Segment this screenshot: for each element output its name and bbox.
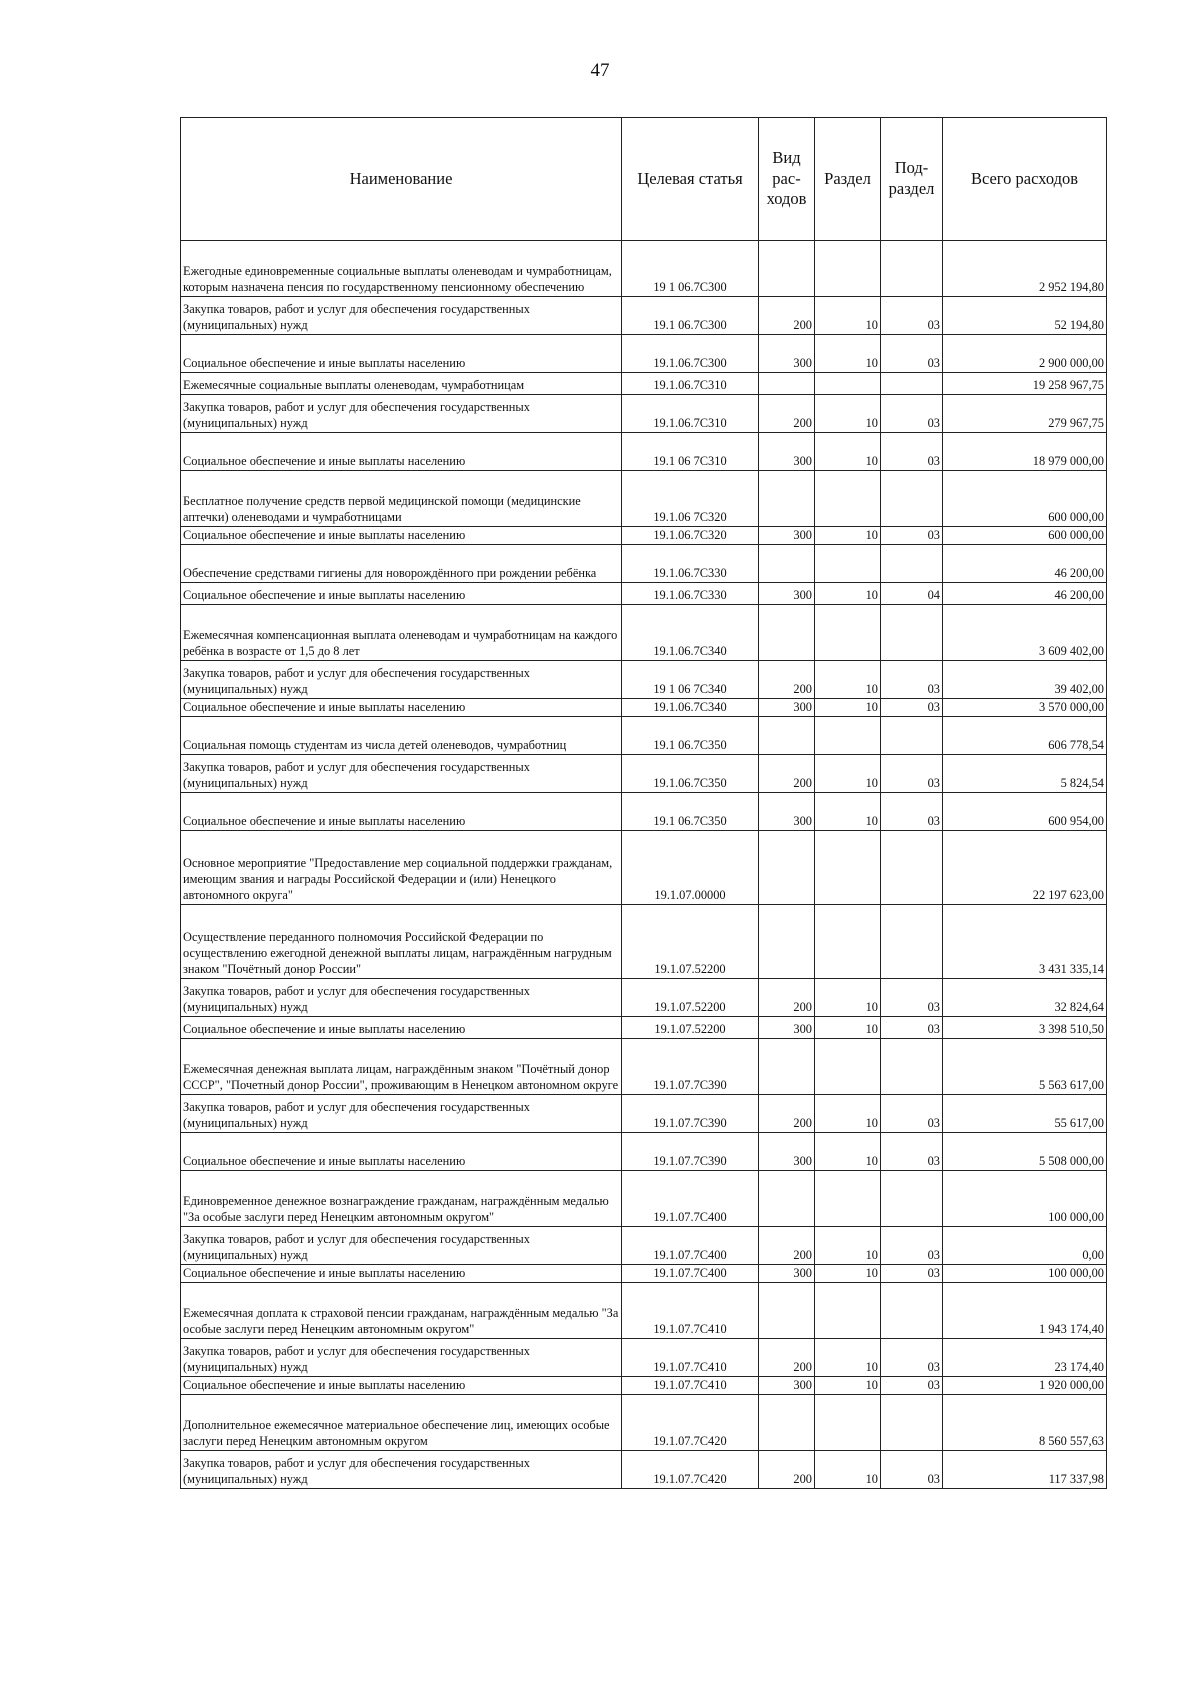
cell-subsection <box>881 373 943 395</box>
cell-total: 39 402,00 <box>943 661 1107 699</box>
cell-name: Социальное обеспечение и иные выплаты населению <box>181 433 622 471</box>
cell-total: 52 194,80 <box>943 297 1107 335</box>
cell-target: 19.1 06.7С350 <box>622 717 759 755</box>
cell-name: Социальное обеспечение и иные выплаты населению <box>181 1265 622 1283</box>
cell-total: 606 778,54 <box>943 717 1107 755</box>
cell-section: 10 <box>815 1227 881 1265</box>
cell-subsection <box>881 831 943 905</box>
cell-name: Социальное обеспечение и иные выплаты населению <box>181 1377 622 1395</box>
budget-table <box>180 117 1107 1489</box>
cell-name: Социальная помощь студентам из числа детей оленеводов, чумработниц <box>181 717 622 755</box>
cell-subsection: 03 <box>881 297 943 335</box>
cell-name: Закупка товаров, работ и услуг для обеспечения государственных (муниципальных) нужд <box>181 1339 622 1377</box>
cell-total: 2 952 194,80 <box>943 241 1107 297</box>
cell-total: 22 197 623,00 <box>943 831 1107 905</box>
cell-type: 300 <box>759 583 815 605</box>
cell-target: 19.1.06.7С310 <box>622 395 759 433</box>
table-row <box>181 755 1107 793</box>
table-row <box>181 699 1107 717</box>
cell-subsection: 03 <box>881 1017 943 1039</box>
cell-subsection: 03 <box>881 1451 943 1489</box>
cell-type <box>759 831 815 905</box>
cell-section: 10 <box>815 583 881 605</box>
table-row <box>181 545 1107 583</box>
cell-section: 10 <box>815 1265 881 1283</box>
cell-target: 19 1 06.7С300 <box>622 241 759 297</box>
cell-subsection <box>881 905 943 979</box>
cell-subsection: 03 <box>881 335 943 373</box>
cell-total: 19 258 967,75 <box>943 373 1107 395</box>
cell-target: 19.1.07.52200 <box>622 979 759 1017</box>
cell-subsection <box>881 241 943 297</box>
cell-target: 19.1.06.7С350 <box>622 755 759 793</box>
table-row <box>181 1395 1107 1451</box>
table-row <box>181 1017 1107 1039</box>
cell-type <box>759 717 815 755</box>
cell-subsection <box>881 545 943 583</box>
table-row <box>181 1095 1107 1133</box>
cell-total: 23 174,40 <box>943 1339 1107 1377</box>
cell-total: 18 979 000,00 <box>943 433 1107 471</box>
cell-section: 10 <box>815 527 881 545</box>
header-subsection: Под- раздел <box>881 118 943 241</box>
table-row <box>181 1339 1107 1377</box>
cell-target: 19.1.07.7С410 <box>622 1377 759 1395</box>
cell-name: Закупка товаров, работ и услуг для обеспечения государственных (муниципальных) нужд <box>181 979 622 1017</box>
cell-target: 19.1.06 7С320 <box>622 471 759 527</box>
cell-type: 200 <box>759 1451 815 1489</box>
cell-total: 3 398 510,50 <box>943 1017 1107 1039</box>
cell-total: 600 000,00 <box>943 527 1107 545</box>
cell-subsection: 03 <box>881 793 943 831</box>
cell-target: 19.1.07.00000 <box>622 831 759 905</box>
table-row <box>181 717 1107 755</box>
cell-subsection <box>881 1283 943 1339</box>
header-name: Наименование <box>181 118 622 241</box>
cell-type <box>759 605 815 661</box>
cell-name: Закупка товаров, работ и услуг для обеспечения государственных (муниципальных) нужд <box>181 297 622 335</box>
cell-subsection: 03 <box>881 661 943 699</box>
cell-total: 3 609 402,00 <box>943 605 1107 661</box>
cell-section: 10 <box>815 793 881 831</box>
cell-total: 5 563 617,00 <box>943 1039 1107 1095</box>
table-row <box>181 605 1107 661</box>
cell-subsection: 03 <box>881 979 943 1017</box>
cell-section <box>815 1171 881 1227</box>
cell-name: Ежемесячная денежная выплата лицам, награждённым знаком "Почётный донор СССР", "Почетный донор России", проживающим в Ненецком автономном округе <box>181 1039 622 1095</box>
cell-total: 46 200,00 <box>943 583 1107 605</box>
cell-section: 10 <box>815 433 881 471</box>
cell-target: 19.1 06.7С350 <box>622 793 759 831</box>
table-row <box>181 1133 1107 1171</box>
cell-subsection <box>881 717 943 755</box>
cell-total: 100 000,00 <box>943 1171 1107 1227</box>
cell-target: 19.1.06.7С320 <box>622 527 759 545</box>
cell-subsection: 03 <box>881 1227 943 1265</box>
cell-target: 19.1.07.52200 <box>622 1017 759 1039</box>
cell-name: Ежемесячные социальные выплаты оленеводам, чумработницам <box>181 373 622 395</box>
cell-type: 200 <box>759 395 815 433</box>
cell-type: 200 <box>759 1339 815 1377</box>
header-total: Всего расходов <box>943 118 1107 241</box>
table-row <box>181 661 1107 699</box>
cell-section: 10 <box>815 661 881 699</box>
cell-target: 19.1.06.7С310 <box>622 373 759 395</box>
table-row <box>181 471 1107 527</box>
cell-type <box>759 471 815 527</box>
cell-name: Социальное обеспечение и иные выплаты населению <box>181 793 622 831</box>
cell-type: 200 <box>759 661 815 699</box>
cell-section: 10 <box>815 335 881 373</box>
cell-type <box>759 1039 815 1095</box>
cell-section: 10 <box>815 1133 881 1171</box>
cell-target: 19.1.07.7С400 <box>622 1265 759 1283</box>
cell-name: Бесплатное получение средств первой медицинской помощи (медицинские аптечки) оленеводами и чумработницами <box>181 471 622 527</box>
cell-type: 300 <box>759 1133 815 1171</box>
cell-total: 5 824,54 <box>943 755 1107 793</box>
cell-total: 3 570 000,00 <box>943 699 1107 717</box>
cell-name: Социальное обеспечение и иные выплаты населению <box>181 699 622 717</box>
table-row <box>181 1283 1107 1339</box>
cell-name: Закупка товаров, работ и услуг для обеспечения государственных (муниципальных) нужд <box>181 1451 622 1489</box>
table-row <box>181 1171 1107 1227</box>
cell-type: 300 <box>759 1017 815 1039</box>
table-row <box>181 395 1107 433</box>
cell-subsection <box>881 605 943 661</box>
table-row <box>181 1265 1107 1283</box>
cell-name: Социальное обеспечение и иные выплаты населению <box>181 1133 622 1171</box>
cell-subsection: 03 <box>881 699 943 717</box>
table-row <box>181 979 1107 1017</box>
cell-type: 300 <box>759 793 815 831</box>
cell-total: 5 508 000,00 <box>943 1133 1107 1171</box>
cell-section <box>815 605 881 661</box>
table-row <box>181 241 1107 297</box>
cell-subsection: 03 <box>881 395 943 433</box>
cell-target: 19.1.06.7С330 <box>622 583 759 605</box>
cell-type: 300 <box>759 433 815 471</box>
table-row <box>181 373 1107 395</box>
cell-section <box>815 717 881 755</box>
header-type: Вид рас- ходов <box>759 118 815 241</box>
cell-name: Ежегодные единовременные социальные выплаты оленеводам и чумработницам, которым назначена пенсия по государственному пенсионному обеспечению <box>181 241 622 297</box>
cell-target: 19.1.07.7С400 <box>622 1227 759 1265</box>
cell-section <box>815 905 881 979</box>
cell-name: Основное мероприятие "Предоставление мер социальной поддержки гражданам, имеющим звания и награды Российской Федерации и (или) Ненецкого автономного округа" <box>181 831 622 905</box>
cell-total: 600 954,00 <box>943 793 1107 831</box>
cell-type <box>759 1171 815 1227</box>
table-row <box>181 1227 1107 1265</box>
table-row <box>181 527 1107 545</box>
cell-target: 19.1 06 7С310 <box>622 433 759 471</box>
cell-section <box>815 373 881 395</box>
table-row <box>181 905 1107 979</box>
cell-section: 10 <box>815 1451 881 1489</box>
cell-section <box>815 471 881 527</box>
cell-name: Единовременное денежное вознаграждение гражданам, награждённым медалью "За особые заслуги перед Ненецким автономным округом" <box>181 1171 622 1227</box>
cell-total: 8 560 557,63 <box>943 1395 1107 1451</box>
cell-type: 300 <box>759 1377 815 1395</box>
cell-name: Социальное обеспечение и иные выплаты населению <box>181 583 622 605</box>
cell-total: 1 920 000,00 <box>943 1377 1107 1395</box>
table-row <box>181 1039 1107 1095</box>
cell-section: 10 <box>815 1095 881 1133</box>
cell-type: 300 <box>759 335 815 373</box>
table-row <box>181 583 1107 605</box>
cell-name: Закупка товаров, работ и услуг для обеспечения государственных (муниципальных) нужд <box>181 1227 622 1265</box>
table-row <box>181 433 1107 471</box>
cell-target: 19.1.06.7С340 <box>622 699 759 717</box>
cell-name: Ежемесячная компенсационная выплата оленеводам и чумработницам на каждого ребёнка в возрасте от 1,5 до 8 лет <box>181 605 622 661</box>
header-section: Раздел <box>815 118 881 241</box>
cell-type <box>759 241 815 297</box>
cell-target: 19.1.07.7С390 <box>622 1095 759 1133</box>
header-target: Целевая статья <box>622 118 759 241</box>
cell-subsection: 03 <box>881 527 943 545</box>
table-row <box>181 335 1107 373</box>
cell-target: 19.1.07.7С390 <box>622 1133 759 1171</box>
table-row <box>181 831 1107 905</box>
cell-subsection: 03 <box>881 1265 943 1283</box>
cell-target: 19.1.06.7С300 <box>622 335 759 373</box>
cell-section <box>815 831 881 905</box>
cell-total: 32 824,64 <box>943 979 1107 1017</box>
cell-section <box>815 1283 881 1339</box>
cell-type: 200 <box>759 1095 815 1133</box>
cell-target: 19.1.06.7С330 <box>622 545 759 583</box>
table-row <box>181 1451 1107 1489</box>
cell-section <box>815 1395 881 1451</box>
cell-target: 19.1.07.7С420 <box>622 1395 759 1451</box>
cell-section: 10 <box>815 979 881 1017</box>
cell-type: 200 <box>759 755 815 793</box>
table-row <box>181 297 1107 335</box>
cell-name: Социальное обеспечение и иные выплаты населению <box>181 527 622 545</box>
cell-target: 19.1.07.7С420 <box>622 1451 759 1489</box>
cell-name: Социальное обеспечение и иные выплаты населению <box>181 1017 622 1039</box>
cell-name: Ежемесячная доплата к страховой пенсии гражданам, награждённым медалью "За особые заслуги перед Ненецким автономным округом" <box>181 1283 622 1339</box>
cell-subsection: 03 <box>881 1377 943 1395</box>
cell-name: Дополнительное ежемесячное материальное обеспечение лиц, имеющих особые заслуги перед Ненецким автономным округом <box>181 1395 622 1451</box>
cell-target: 19.1.07.7С390 <box>622 1039 759 1095</box>
cell-type <box>759 545 815 583</box>
cell-section: 10 <box>815 297 881 335</box>
cell-total: 0,00 <box>943 1227 1107 1265</box>
cell-subsection <box>881 471 943 527</box>
cell-name: Социальное обеспечение и иные выплаты населению <box>181 335 622 373</box>
cell-target: 19.1.07.7С410 <box>622 1339 759 1377</box>
page-number: 47 <box>590 60 610 81</box>
cell-type <box>759 905 815 979</box>
cell-subsection: 04 <box>881 583 943 605</box>
cell-target: 19.1.06.7С340 <box>622 605 759 661</box>
cell-target: 19.1 06.7С300 <box>622 297 759 335</box>
cell-section <box>815 545 881 583</box>
cell-total: 3 431 335,14 <box>943 905 1107 979</box>
cell-section <box>815 241 881 297</box>
cell-type: 200 <box>759 297 815 335</box>
cell-total: 46 200,00 <box>943 545 1107 583</box>
cell-subsection: 03 <box>881 1095 943 1133</box>
cell-target: 19.1.07.52200 <box>622 905 759 979</box>
cell-total: 279 967,75 <box>943 395 1107 433</box>
cell-subsection <box>881 1039 943 1095</box>
cell-subsection <box>881 1171 943 1227</box>
cell-section: 10 <box>815 1339 881 1377</box>
cell-type <box>759 1395 815 1451</box>
cell-total: 600 000,00 <box>943 471 1107 527</box>
cell-type: 200 <box>759 979 815 1017</box>
cell-name: Закупка товаров, работ и услуг для обеспечения государственных (муниципальных) нужд <box>181 755 622 793</box>
cell-type: 300 <box>759 527 815 545</box>
cell-target: 19 1 06 7С340 <box>622 661 759 699</box>
cell-section: 10 <box>815 1017 881 1039</box>
cell-name: Закупка товаров, работ и услуг для обеспечения государственных (муниципальных) нужд <box>181 395 622 433</box>
cell-type <box>759 373 815 395</box>
cell-total: 1 943 174,40 <box>943 1283 1107 1339</box>
cell-subsection <box>881 1395 943 1451</box>
table-row <box>181 793 1107 831</box>
cell-subsection: 03 <box>881 1339 943 1377</box>
cell-type: 300 <box>759 699 815 717</box>
cell-section: 10 <box>815 699 881 717</box>
cell-name: Обеспечение средствами гигиены для новорождённого при рождении ребёнка <box>181 545 622 583</box>
table-row <box>181 1377 1107 1395</box>
cell-subsection: 03 <box>881 433 943 471</box>
cell-section: 10 <box>815 755 881 793</box>
cell-type: 300 <box>759 1265 815 1283</box>
cell-total: 100 000,00 <box>943 1265 1107 1283</box>
cell-section <box>815 1039 881 1095</box>
cell-type: 200 <box>759 1227 815 1265</box>
cell-target: 19.1.07.7С410 <box>622 1283 759 1339</box>
cell-subsection: 03 <box>881 1133 943 1171</box>
cell-total: 2 900 000,00 <box>943 335 1107 373</box>
cell-type <box>759 1283 815 1339</box>
table-header-row <box>181 118 1107 241</box>
cell-name: Осуществление переданного полномочия Российской Федерации по осуществлению ежегодной денежной выплаты лицам, награждённым нагрудным знаком "Почётный донор России" <box>181 905 622 979</box>
cell-subsection: 03 <box>881 755 943 793</box>
cell-section: 10 <box>815 395 881 433</box>
cell-total: 55 617,00 <box>943 1095 1107 1133</box>
cell-total: 117 337,98 <box>943 1451 1107 1489</box>
cell-section: 10 <box>815 1377 881 1395</box>
cell-name: Закупка товаров, работ и услуг для обеспечения государственных (муниципальных) нужд <box>181 661 622 699</box>
cell-name: Закупка товаров, работ и услуг для обеспечения государственных (муниципальных) нужд <box>181 1095 622 1133</box>
cell-target: 19.1.07.7С400 <box>622 1171 759 1227</box>
